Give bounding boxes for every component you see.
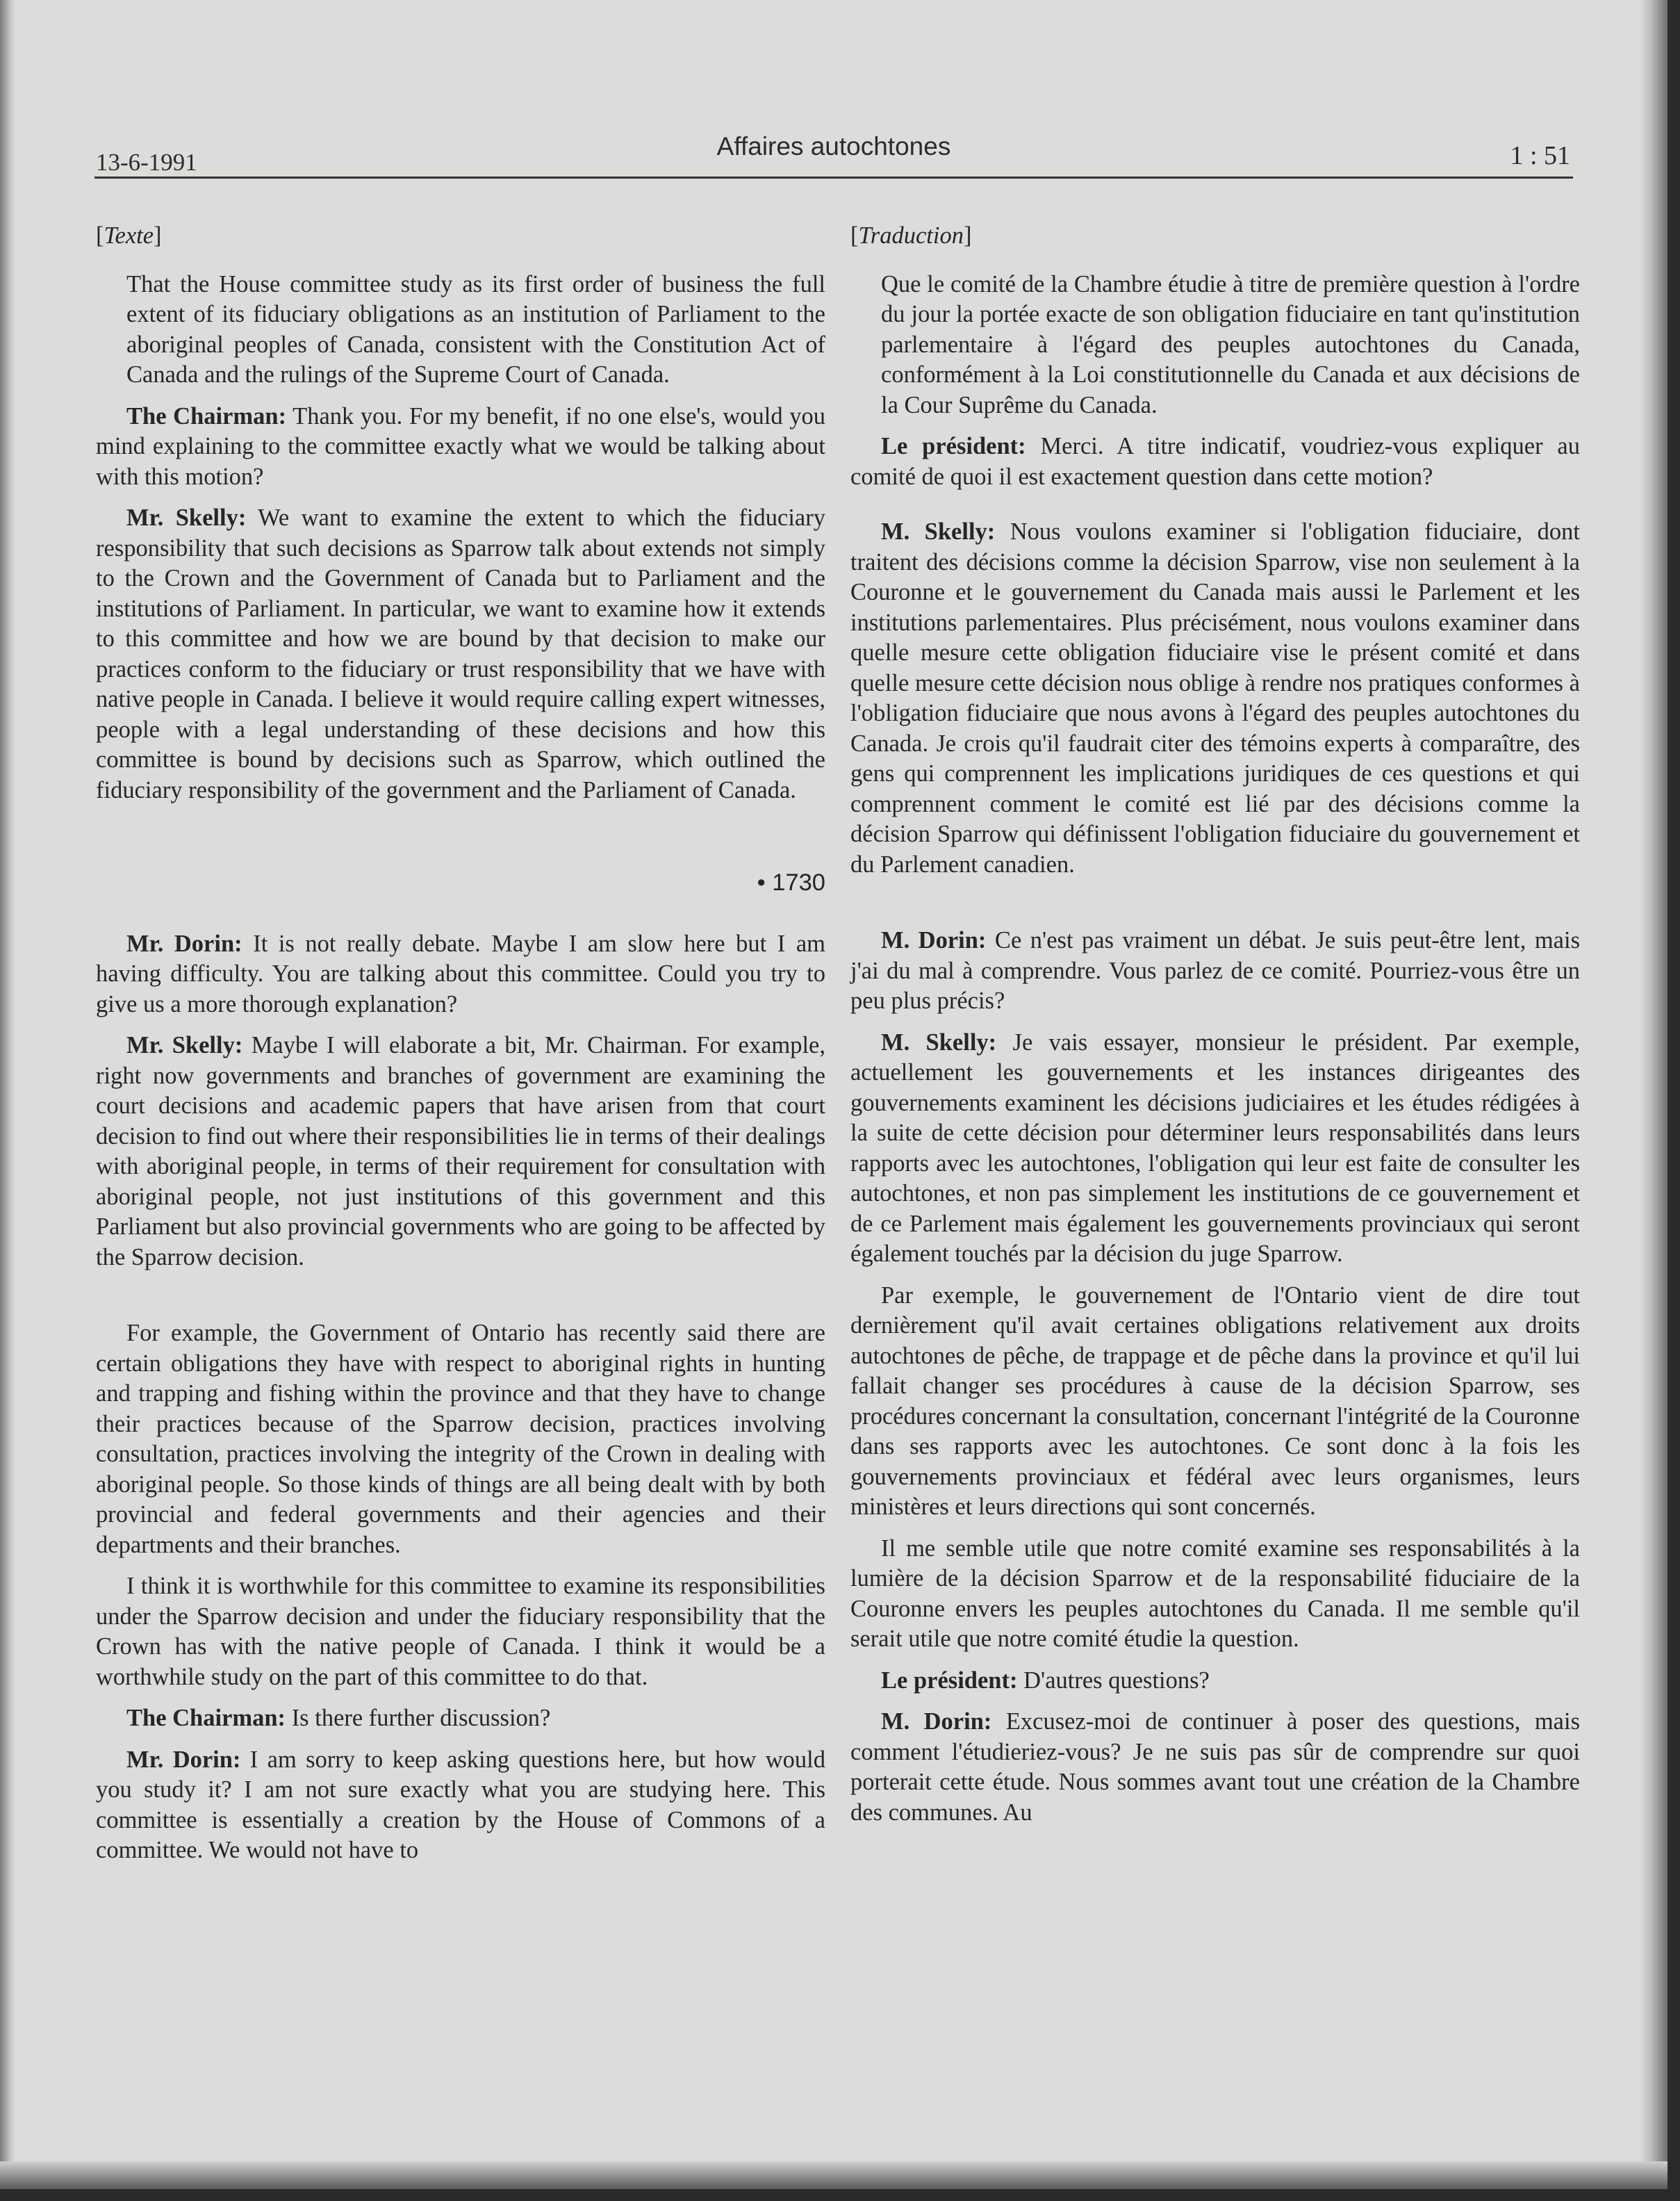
speech-text: Je vais essayer, monsieur le président. Par exemple, actuellement les gouvernements et les instances dirigeantes des gouvernements examinent les décisions judiciaires et les études rédigées à la suite de cette décision pour déterminer leurs responsabilités dans leurs rapports avec les autochtones, l'obligation qui leur est faite de consulter les autochtones, et non pas simplement les institutions de ce gouvernement et de ce Parlement mais également les gouvernements provinciaux qui seront également touchés par la décision du juge Sparrow. — [850, 1029, 1580, 1267]
page-header — [94, 132, 1573, 181]
speech-text: Maybe I will elaborate a bit, Mr. Chairman. For example, right now governments and branches of government are examining the court decisions and academic papers that have arisen from that court decision to find out where their responsibilities lie in terms of their dealings with aboriginal people, in terms of their requirement for consultation with aboriginal people, not just institutions of this government and this Parliament but also provincial governments who are going to be affected by the Sparrow decision. — [96, 1032, 825, 1270]
section-tag-traduction: [Traduction] — [850, 222, 972, 249]
dorin-followup — [96, 1745, 825, 1866]
ontario-example: For example, the Government of Ontario has recently said there are certain obligations they have with respect to aboriginal rights in hunting and trapping and fishing within the province and that they have to change their practices because of the Sparrow decision, practices involving consultation, practices involving the integrity of the Crown in dealing with aboriginal people. So those kinds of things are all being dealt with by both provincial and federal governments and their agencies and their departments and their branches. — [96, 1320, 825, 1558]
speaker-name: M. Dorin: — [881, 1708, 992, 1735]
motion-text: That the House committee study as its first order of business the full extent of its fiduciary obligations as an institution of Parliament to the aboriginal peoples of Canada, consistent with the Constitution Act of Canada and the rulings of the Supreme Court of Canada. — [126, 270, 825, 388]
speech-text: We want to examine the extent to which the fiduciary responsibility that such decisions as Sparrow talk about extends not simply to the Crown and the Government of Canada but to Parliament and the institutions of Parliament. In particular, we want to examine how it extends to this committee and how we are bound by that decision to make our practices conform to the fiduciary or trust responsibility that we have with native people in Canada. I believe it would require calling expert witnesses, people with a legal understanding of these decisions and how this committee is bound by decisions such as Sparrow, which outlined the fiduciary responsibility of the government and the Parliament of Canada. — [96, 505, 825, 803]
header-title: Affaires autochtones — [716, 132, 951, 161]
page-edge-left — [0, 0, 15, 2189]
english-column — [96, 221, 825, 1877]
speaker-name: Mr. Dorin: — [126, 930, 242, 957]
speech-text: It is not really debate. Maybe I am slow here but I am having difficulty. You are talking about this committee. Could you try to give us a more thorough explanation? — [96, 930, 825, 1017]
worthwhile-study: I think it is worthwhile for this committee to examine its responsibilities under the Sparrow decision and under the fiduciary responsibility that the Crown has with the native people of Canada. I think it would be a worthwhile study on the part of this committee to do that. — [96, 1573, 825, 1690]
worthwhile-study: Il me semble utile que notre comité examine ses responsabilités à la lumière de la décision Sparrow et de la responsabilité fiduciaire de la Couronne envers les peuples autochtones du Canada. Il me semble qu'il serait utile que notre comité étudie la question. — [850, 1535, 1580, 1652]
ontario-example: Par exemple, le gouvernement de l'Ontario vient de dire tout dernièrement qu'il avait certaines obligations relativement aux droits autochtones de pêche, de trappage et de pêche dans la province et qu'il lui fallait changer ses procédures à cause de la décision Sparrow, ses procédures concernant la consultation, concernant l'intégrité de la Couronne dans ses rapports avec les autochtones. Ce sont donc à la fois les gouvernements provinciaux et fédéral avec leurs organismes, leurs ministères et leurs directions qui sont concernés. — [850, 1282, 1580, 1520]
time-marker: • 1730 — [757, 869, 825, 896]
dorin-question — [96, 929, 825, 1020]
page-edge-right — [1640, 0, 1667, 2189]
skelly-answer — [96, 503, 825, 805]
chairman-further — [96, 1703, 825, 1734]
speaker-name: M. Skelly: — [881, 1029, 997, 1056]
dorin-followup — [850, 1707, 1580, 1828]
dorin-question — [850, 926, 1580, 1017]
section-tag-texte: [Texte] — [96, 222, 162, 249]
speaker-name: Le président: — [881, 1667, 1018, 1694]
speaker-name: M. Dorin: — [881, 927, 987, 954]
page-edge-bottom — [0, 2161, 1667, 2189]
chairman-question — [96, 402, 825, 493]
chairman-further — [850, 1666, 1580, 1696]
chairman-question — [850, 432, 1580, 492]
french-column — [850, 221, 1580, 1839]
motion-text: Que le comité de la Chambre étudie à titre de première question à l'ordre du jour la portée exacte de son obligation fiduciaire en tant qu'institution parlementaire à l'égard des peuples autochtones du Canada, conformément à la Loi constitutionnelle du Canada et aux décisions de la Cour Suprême du Canada. — [881, 270, 1580, 418]
speech-text: Merci. A titre indicatif, voudriez-vous expliquer au comité de quoi il est exactement question dans cette motion? — [850, 433, 1580, 490]
speech-text: D'autres questions? — [1017, 1667, 1210, 1694]
speaker-name: Mr. Dorin: — [126, 1746, 241, 1773]
speaker-name: Le président: — [881, 433, 1026, 459]
speaker-name: The Chairman: — [126, 402, 287, 429]
speech-text: Is there further discussion? — [286, 1705, 551, 1731]
speech-text: Nous voulons examiner si l'obligation fiduciaire, dont traitent des décisions comme la décision Sparrow, vise non seulement à la Couronne et le gouvernement du Canada mais aussi le Parlement et les institutions parlementaires. Plus précisément, nous voulons examiner dans quelle mesure cette obligation fiduciaire vise le présent comité et dans quelle mesure cette décision nous oblige à rendre nos pratiques conformes à l'obligation fiduciaire que nous avons à l'égard des peuples autochtones du Canada. Je crois qu'il faudrait citer des témoins experts à comparaître, des gens qui comprennent les implications juridiques de ces questions et qui comprennent comment le comité est lié par des décisions comme la décision Sparrow qui définissent l'obligation fiduciaire du gouvernement et du Parlement canadien. — [850, 518, 1580, 878]
speech-text: Ce n'est pas vraiment un débat. Je suis peut-être lent, mais j'ai du mal à comprendre. Vous parlez de ce comité. Pourriez-vous être un peu plus précis? — [850, 927, 1580, 1014]
speaker-name: M. Skelly: — [881, 518, 996, 545]
speech-text: Excusez-moi de continuer à poser des questions, mais comment l'étudieriez-vous? Je ne suis pas sûr de comprendre sur quoi porterait cette étude. Nous sommes avant tout une création de la Chambre des communes. Au — [850, 1708, 1580, 1826]
speaker-name: Mr. Skelly: — [126, 1032, 243, 1058]
header-rule — [94, 177, 1573, 179]
speaker-name: Mr. Skelly: — [126, 505, 247, 531]
speech-text: I am sorry to keep asking questions here, but how would you study it? I am not sure exactly what you are studying here. This committee is essentially a creation by the House of Commons of a committee. We would not have to — [96, 1746, 825, 1863]
header-page-number: 1 : 51 — [1510, 141, 1570, 170]
skelly-answer — [850, 517, 1580, 880]
spacer — [850, 503, 1580, 517]
spacer — [850, 891, 1580, 926]
header-date: 13-6-1991 — [96, 149, 197, 176]
speech-text: Thank you. For my benefit, if no one else's, would you mind explaining to the committee exactly what we would be talking about with this motion? — [96, 402, 825, 490]
skelly-elaboration — [850, 1028, 1580, 1270]
spacer — [96, 1284, 825, 1318]
speaker-name: The Chairman: — [126, 1705, 286, 1731]
skelly-elaboration — [96, 1031, 825, 1273]
